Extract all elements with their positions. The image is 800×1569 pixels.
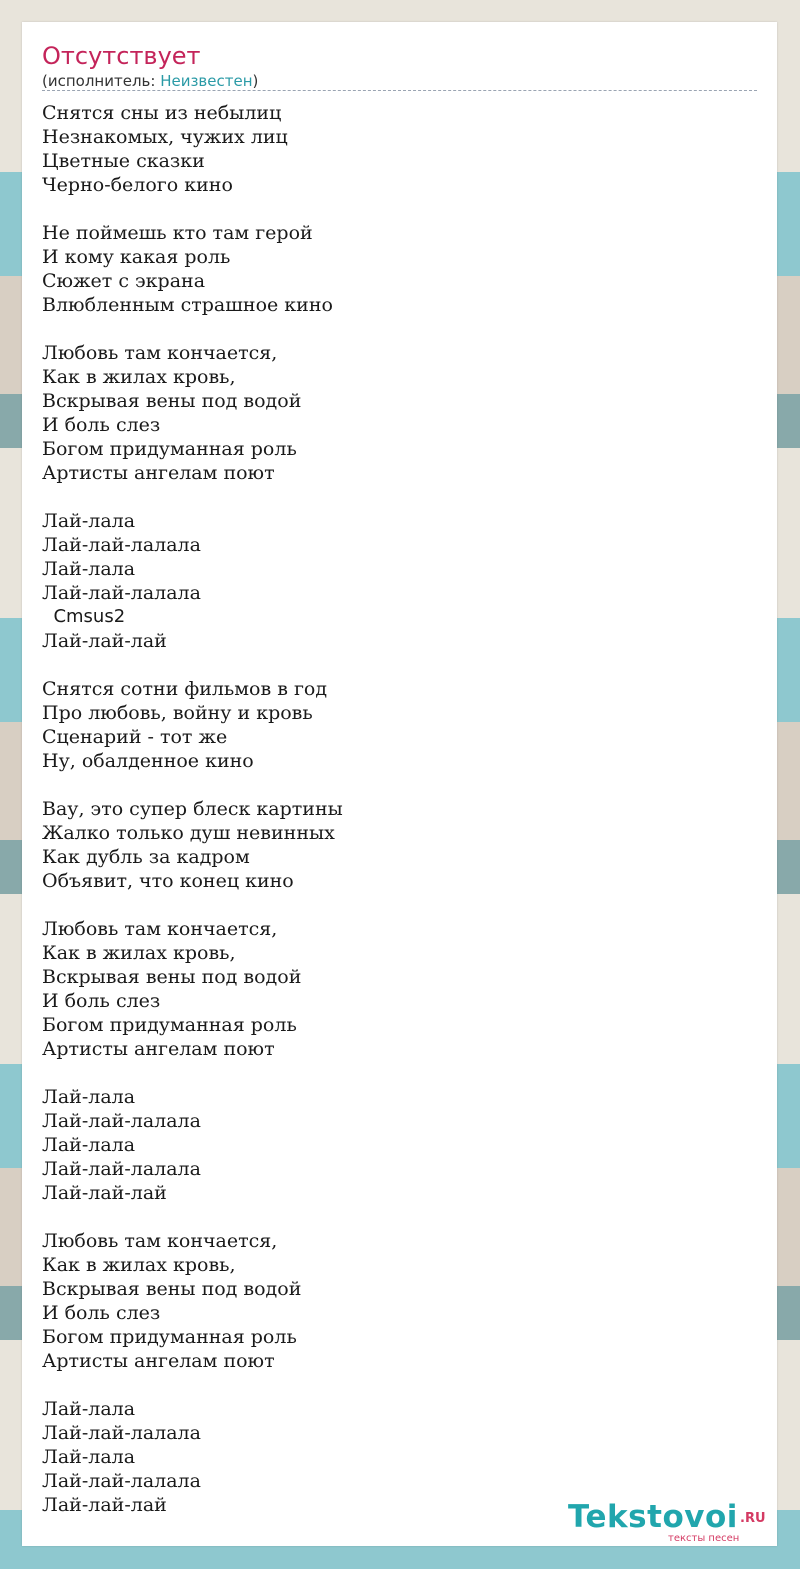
lyric-line: Вау, это супер блеск картины	[42, 798, 343, 820]
lyric-line: Лай-лала	[42, 1086, 136, 1108]
lyric-line: Артисты ангелам поют	[42, 1038, 275, 1060]
lyric-line: Влюбленным страшное кино	[42, 294, 333, 316]
lyric-line: Любовь там кончается,	[42, 918, 278, 940]
lyrics-blank-line	[42, 1205, 757, 1229]
lyric-line: Лай-лай-лалала	[42, 582, 201, 604]
lyric-line: Вскрывая вены под водой	[42, 390, 302, 412]
lyric-line: Любовь там кончается,	[42, 1230, 278, 1252]
lyric-line: И боль слез	[42, 1302, 161, 1324]
lyrics-blank-line	[42, 773, 757, 797]
lyric-line: Объявит, что конец кино	[42, 870, 294, 892]
lyric-line: Лай-лала	[42, 558, 136, 580]
lyric-line: Лай-лай-лалала	[42, 534, 201, 556]
site-logo[interactable]	[568, 1500, 773, 1542]
lyrics-blank-line	[42, 653, 757, 677]
logo-tagline: тексты песен	[668, 1533, 740, 1544]
lyric-line: И кому какая роль	[42, 246, 231, 268]
lyric-line: Лай-лай-лалала	[42, 1158, 201, 1180]
lyric-line: Ну, обалденное кино	[42, 750, 254, 772]
lyric-line: Лай-лай-лай	[42, 630, 167, 652]
lyric-line: Незнакомых, чужих лиц	[42, 126, 288, 148]
lyrics-blank-line	[42, 485, 757, 509]
lyric-line: Снятся сотни фильмов в год	[42, 678, 328, 700]
lyrics-blank-line	[42, 197, 757, 221]
lyric-line: Не поймешь кто там герой	[42, 222, 313, 244]
lyric-line: Цветные сказки	[42, 150, 205, 172]
lyric-line: Как в жилах кровь,	[42, 366, 236, 388]
lyric-line: Лай-лай-лай	[42, 1494, 167, 1516]
lyric-line: Любовь там кончается,	[42, 342, 278, 364]
chord-label: Cmsus2	[42, 606, 126, 627]
lyrics-body	[42, 101, 757, 1517]
lyric-line: Лай-лала	[42, 1446, 136, 1468]
lyric-line: Богом придуманная роль	[42, 1326, 297, 1348]
artist-line	[42, 72, 258, 90]
logo-domain: .RU	[740, 1511, 766, 1526]
lyric-line: Лай-лай-лай	[42, 1182, 167, 1204]
lyric-line: Богом придуманная роль	[42, 1014, 297, 1036]
lyric-line: Лай-лай-лалала	[42, 1422, 201, 1444]
lyrics-blank-line	[42, 1373, 757, 1397]
lyrics-blank-line	[42, 893, 757, 917]
logo-wordmark: Tekstovoi	[568, 1499, 738, 1535]
lyric-line: И боль слез	[42, 414, 161, 436]
lyric-line: И боль слез	[42, 990, 161, 1012]
artist-prefix: (исполнитель:	[42, 72, 161, 90]
lyrics-blank-line	[42, 1061, 757, 1085]
song-title: Отсутствует	[42, 42, 201, 70]
artist-link[interactable]: Неизвестен	[160, 72, 253, 90]
artist-suffix: )	[252, 72, 259, 90]
lyric-line: Лай-лала	[42, 1398, 136, 1420]
title-divider	[42, 90, 757, 91]
lyric-line: Черно-белого кино	[42, 174, 233, 196]
lyric-line: Артисты ангелам поют	[42, 462, 275, 484]
lyric-line: Богом придуманная роль	[42, 438, 297, 460]
lyric-line: Жалко только душ невинных	[42, 822, 335, 844]
lyric-line: Вскрывая вены под водой	[42, 1278, 302, 1300]
lyric-line: Про любовь, войну и кровь	[42, 702, 313, 724]
lyrics-card	[22, 22, 777, 1546]
lyric-line: Артисты ангелам поют	[42, 1350, 275, 1372]
lyric-line: Снятся сны из небылиц	[42, 102, 282, 124]
lyric-line: Лай-лала	[42, 510, 136, 532]
lyric-line: Вскрывая вены под водой	[42, 966, 302, 988]
lyric-line: Лай-лала	[42, 1134, 136, 1156]
lyric-line: Лай-лай-лалала	[42, 1110, 201, 1132]
lyric-line: Сюжет с экрана	[42, 270, 206, 292]
lyrics-blank-line	[42, 317, 757, 341]
lyric-line: Как в жилах кровь,	[42, 1254, 236, 1276]
lyric-line: Сценарий - тот же	[42, 726, 228, 748]
lyric-line: Лай-лай-лалала	[42, 1470, 201, 1492]
lyric-line: Как дубль за кадром	[42, 846, 250, 868]
lyric-line: Как в жилах кровь,	[42, 942, 236, 964]
